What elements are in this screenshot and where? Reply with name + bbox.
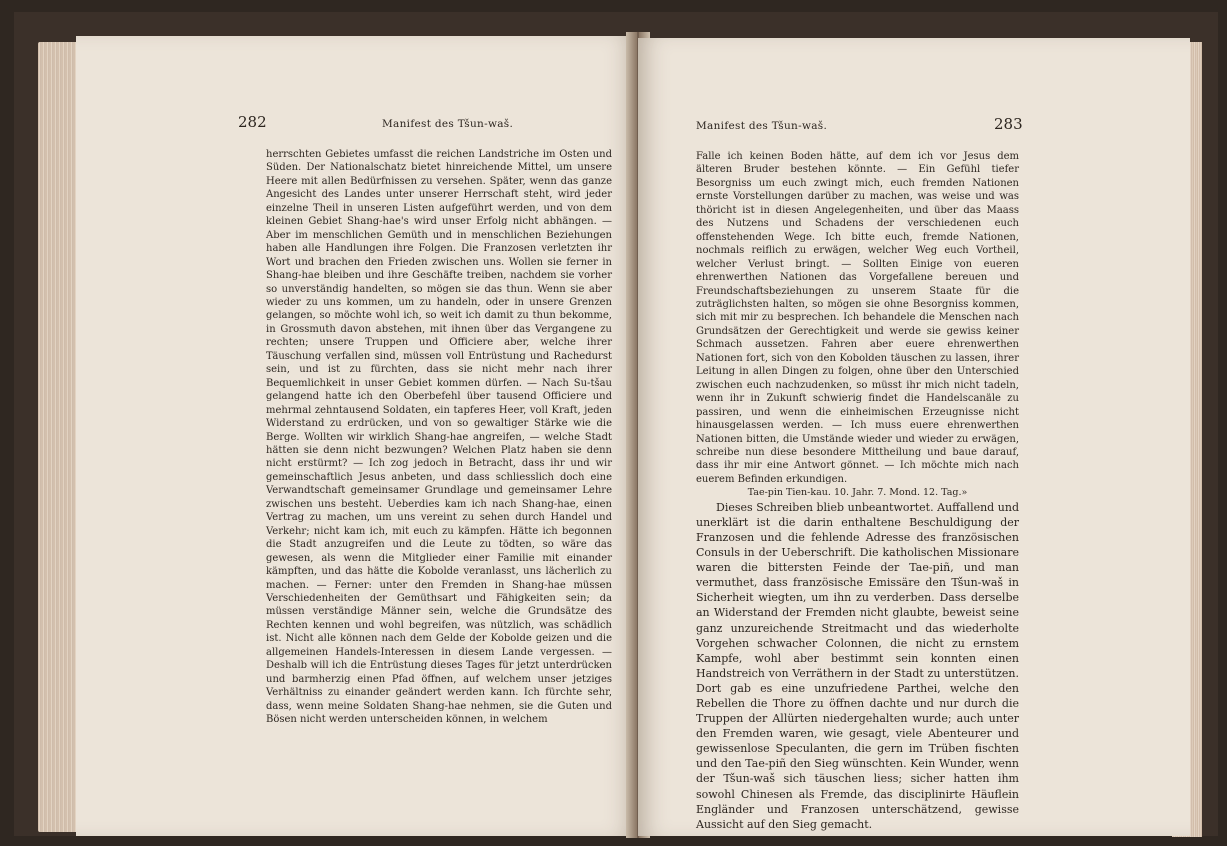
page-number-left: 282 bbox=[238, 113, 267, 131]
page-edges-left bbox=[38, 42, 76, 832]
right-body-text bbox=[696, 150, 1019, 832]
letter-paragraph: Falle ich keinen Boden hätte, auf dem ich vor Jesus dem älteren Bruder bestehen könnte. — Ein Gefühl tiefer Besorgniss um euch zwingt mich, euch fremden Nationen ernste Vorstellungen darüber zu machen, was weise und was thöricht ist in diesen Angelegenheiten, und über das Maass des Nutzens und Schadens der verschiedenen euch offenstehenden Wege. Ich bitte euch, fremde Nationen, nochmals reiflich zu erwägen, welcher Weg euch Vortheil, welcher Verlust bringt. — Sollten Einige von eueren ehrenwerthen Nationen das Vorgefallene bereuen und Freundschaftsbeziehungen zu unserem Staate für die zuträglichsten halten, so mögen sie ohne Besorgniss kommen, sich mit mir zu besprechen. Ich behandele die Menschen nach Grundsätzen der Gerechtigkeit und werde sie gewiss keiner Schmach aussetzen. Fahren aber euere ehrenwerthen Nationen fort, sich von den Kobolden täuschen zu lassen, ihrer Leitung in allen Dingen zu folgen, ohne über den Unterschied zwischen euch nachzudenken, so müsst ihr mich nicht tadeln, wenn ihr in Zukunft schwierig findet die Handelscanäle zu passiren, und wenn die einheimischen Erzeugnisse nicht hinausgelassen werden. — Ich muss euere ehrenwerthen Nationen bitten, die Umstände wieder und wieder zu erwägen, schreibe nun diese besondere Mittheilung und baue darauf, dass ihr mir eine Antwort gönnet. — Ich möchte mich nach euerem Befinden erkundigen. bbox=[696, 151, 1019, 485]
page-number-right: 283 bbox=[994, 115, 1023, 133]
letter-signature: Tae-pin Tien-kau. 10. Jahr. 7. Mond. 12. Tag.» bbox=[747, 487, 968, 499]
left-paragraph: herrschten Gebietes umfasst die reichen Landstriche im Osten und Süden. Der Nationalschatz bietet hinreichende Mittel, um unsere Heere mit allen Bedürfnissen zu versehen. Später, wenn das ganze Angesicht des Landes unter unserer Herrschaft steht, wird jeder einzelne Theil in unseren Listen aufgeführt werden, und von dem kleinen Gebiet Shang-hae's wird unser Erfolg nicht abhängen. — Aber im menschlichen Gemüth und in menschlichen Beziehungen haben alle Handlungen ihre Folgen. Die Franzosen verletzten ihr Wort und brachen den Frieden zwischen uns. Wollen sie ferner in Shang-hae bleiben und ihre Geschäfte treiben, nachdem sie vorher so unverständig handelten, so mögen sie das thun. Wenn sie aber wieder zu uns kommen, um zu handeln, oder in unsere Grenzen gelangen, so möchte wohl ich, so weit ich damit zu thun bekomme, in Grossmuth davon abstehen, mit ihnen über das Vergangene zu rechten; unsere Truppen und Officiere aber, welche ihrer Täuschung verfallen sind, müssen voll Entrüstung und Rachedurst sein, und ist zu fürchten, dass sie nicht mehr nach ihrer Bequemlichkeit in unser Gebiet kommen dürfen. — Nach Su-tšau gelangend hatte ich den Oberbefehl über tausend Officiere und mehrmal zehntausend Soldaten, ein tapferes Heer, voll Kraft, jeden Widerstand zu erdrücken, und von so gewaltiger Stärke wie die Berge. Wollten wir wirklich Shang-hae angreifen, — welche Stadt hätten sie denn nicht bezwungen? Welchen Platz haben sie denn nicht erstürmt? — Ich zog jedoch in Betracht, dass ihr und wir gemeinschaftlich Jesus anbeten, und dass schliesslich doch eine Verwandtschaft gemeinsamer Grundlage und gemeinsamer Lehre zwischen uns besteht. Ueberdies kam ich nach Shang-hae, einen Vertrag zu machen, um uns vereint zu sehen durch Handel und Verkehr; nicht kam ich, mit euch zu kämpfen. Hätte ich begonnen die Stadt anzugreifen und die Leute zu tödten, so wäre das gewesen, als wenn die Mitglieder einer Familie mit einander kämpften, und das hätte die Kobolde veranlasst, uns lächerlich zu machen. — Ferner: unter den Fremden in Shang-hae müssen Verschiedenheiten der Gemüthsart und Fähigkeiten sein; da müssen verständige Männer sein, welche die Grundsätze des Rechten kennen und wohl begreifen, was nützlich, was schädlich ist. Nicht alle können nach dem Gelde der Kobolde geizen und die allgemeinen Handels-Interessen in diesem Lande vergessen. — Deshalb will ich die Entrüstung dieses Tages für jetzt unterdrücken und barmherzig einen Pfad öffnen, auf welchem unser jetziges Verhältniss zu einander geändert werden kann. Ich fürchte sehr, dass, wenn meine Soldaten Shang-hae nehmen, sie die Guten und Bösen nicht werden unterscheiden können, in welchem bbox=[266, 149, 612, 726]
book-spread bbox=[14, 12, 1218, 836]
running-head-left: Manifest des Tšun-waš. bbox=[382, 118, 514, 130]
commentary-paragraph: Dieses Schreiben blieb unbeantwortet. Auffallend und unerklärt ist die darin enthaltene Beschuldigung der Franzosen und die fehlende Adresse des französischen Consuls in der Ueberschrift. Die katholischen Missionare waren die bittersten Feinde der Tae-piñ, und man vermuthet, dass französische Emissäre den Tšun-waš in Sicherheit wiegten, um ihn zu verderben. Dass derselbe an Widerstand der Fremden nicht glaubte, beweist seine ganz unzureichende Streitmacht und das wiederholte Vorgehen schwacher Colonnen, die nicht zu ernstem Kampfe, wohl aber bestimmt sein konnten einen Handstreich von Verräthern in der Stadt zu unterstützen. Dort gab es eine unzufriedene Parthei, welche den Rebellen die Thore zu öffnen dachte und nur durch die Truppen der Allürten niedergehalten wurde; auch unter den Fremden waren, wie gesagt, viele Abenteurer und gewissenlose Speculanten, die gern im Trüben fischten und den Tae-piñ den Sieg wünschten. Kein Wunder, wenn der Tšun-waš sich täuschen liess; sicher hatten ihm sowohl Chinesen als Fremde, das disciplinirte Häuflein Engländer und Franzosen unterschätzend, gewisse Aussicht auf den Sieg gemacht. bbox=[696, 500, 1019, 831]
right-page bbox=[638, 38, 1190, 836]
left-body-text bbox=[266, 148, 612, 726]
running-head-right: Manifest des Tšun-waš. bbox=[696, 120, 828, 132]
left-page bbox=[76, 36, 636, 836]
